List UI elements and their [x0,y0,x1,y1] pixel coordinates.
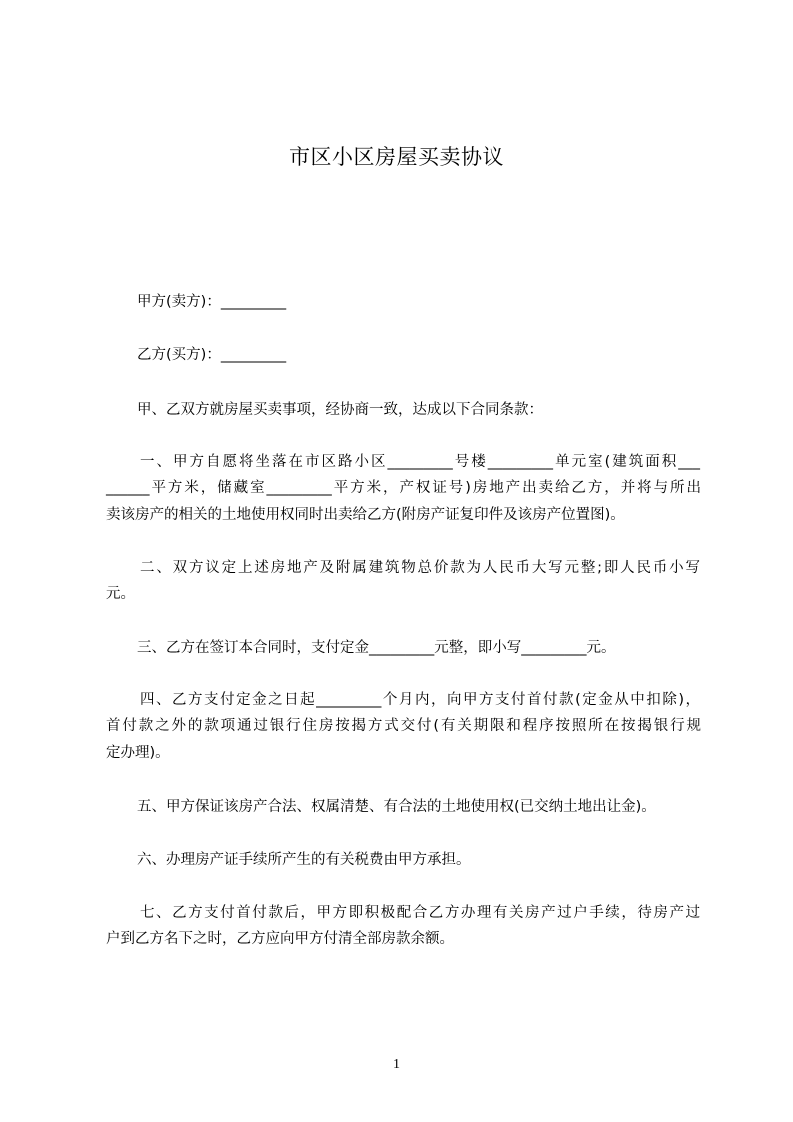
clause-2-line-2: 元。 [106,586,135,602]
clause-4-line-1: 四、乙方支付定金之日起_________个月内，向甲方支付首付款(定金从中扣除)， [140,692,700,708]
clause-7-line-1: 七、乙方支付首付款后，甲方即积极配合乙方办理有关房产过户手续，待房产过 [140,905,700,921]
page-number: 1 [393,1057,400,1072]
clause-5-line-1: 五、甲方保证该房产合法、权属清楚、有合法的土地使用权(已交纳土地出让金)。 [137,799,656,815]
clause-3-line-1: 三、乙方在签订本合同时，支付定金_________元整，即小写_________元。 [137,640,616,656]
intro-paragraph: 甲、乙双方就房屋买卖事项，经协商一致，达成以下合同条款： [137,402,543,418]
clause-1-line-3: 卖该房产的相关的土地使用权同时出卖给乙方(附房产证复印件及该房产位置图)。 [106,507,625,523]
clause-4-line-3: 定办理)。 [106,745,170,761]
document-title: 市区小区房屋买卖协议 [289,145,504,169]
clause-7-line-2: 户到乙方名下之时，乙方应向甲方付清全部房款余额。 [106,931,454,947]
clause-4-line-2: 首付款之外的款项通过银行住房按揭方式交付(有关期限和程序按照所在按揭银行规 [106,718,701,734]
party-a-line: 甲方(卖方)：_________ [137,294,287,310]
clause-1-line-1: 一、甲方自愿将坐落在市区路小区_________号楼_________单元室(建筑面积___ [140,454,700,470]
clause-1-line-2: ______平方米，储藏室_________平方米，产权证号)房地产出卖给乙方，并将与所出 [106,480,701,496]
clause-2-line-1: 二、双方议定上述房地产及附属建筑物总价款为人民币大写元整;即人民币小写 [140,560,700,576]
party-b-line: 乙方(买方)：_________ [137,347,287,363]
clause-6-line-1: 六、办理房产证手续所产生的有关税费由甲方承担。 [137,852,471,868]
